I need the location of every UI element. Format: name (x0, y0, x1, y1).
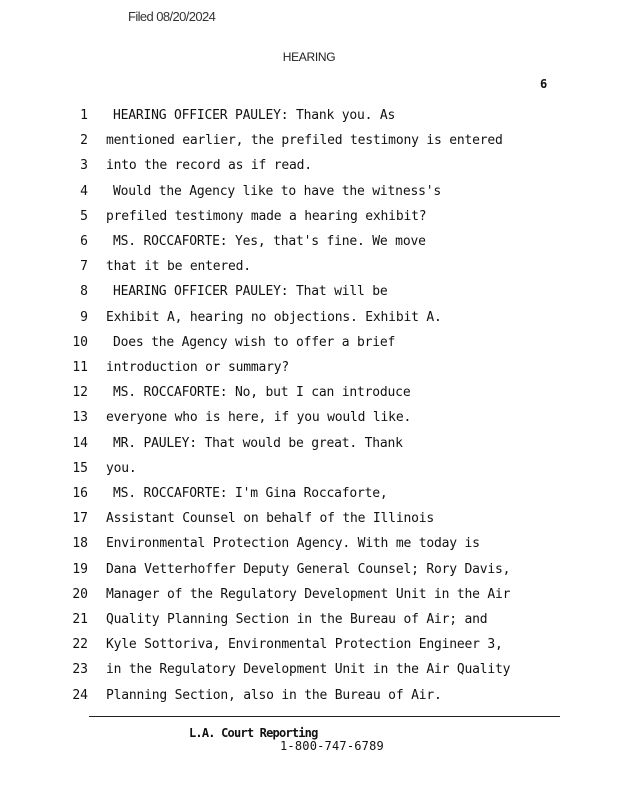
line-number: 9 (80, 309, 88, 325)
line-text: MR. PAULEY: That would be great. Thank (113, 435, 403, 451)
line-text: Assistant Counsel on behalf of the Illinois (106, 511, 434, 527)
line-text: into the record as if read. (106, 158, 312, 174)
filed-date: Filed 08/20/2024 (128, 9, 216, 24)
line-number: 10 (72, 334, 88, 350)
line-number: 8 (80, 284, 88, 300)
line-text: MS. ROCCAFORTE: I'm Gina Roccaforte, (113, 486, 388, 501)
line-number: 6 (80, 234, 88, 249)
line-number: 1 (80, 108, 88, 123)
line-text: in the Regulatory Development Unit in the Air Quality (106, 662, 511, 678)
page-number: 6 (540, 77, 548, 91)
line-number: 11 (72, 360, 88, 375)
line-number: 13 (72, 410, 88, 426)
line-number: 12 (72, 385, 88, 401)
line-text: Would the Agency like to have the witness's (113, 183, 441, 199)
line-number: 4 (80, 183, 88, 199)
reporter-company: L.A. Court Reporting (189, 726, 318, 740)
line-text: Planning Section, also in the Bureau of Air. (106, 687, 442, 703)
line-number: 2 (80, 133, 88, 149)
transcript-line (0, 133, 618, 158)
line-text: you. (106, 460, 137, 476)
line-text: Dana Vetterhoffer Deputy General Counsel; Rory Davis, (106, 561, 511, 577)
line-number: 7 (80, 259, 88, 275)
transcript-line (0, 486, 618, 511)
line-number: 23 (72, 662, 88, 678)
line-text: everyone who is here, if you would like. (106, 410, 412, 426)
line-number: 14 (72, 435, 88, 451)
line-text: that it be entered. (106, 259, 251, 275)
transcript-line (0, 209, 618, 234)
line-number: 19 (72, 561, 88, 577)
transcript-line (0, 612, 618, 637)
line-text: prefiled testimony made a hearing exhibit? (106, 208, 427, 224)
line-text: MS. ROCCAFORTE: No, but I can introduce (113, 385, 411, 401)
transcript-line (0, 410, 618, 435)
line-number: 15 (72, 460, 88, 476)
line-text: HEARING OFFICER PAULEY: Thank you. As (113, 108, 396, 123)
line-number: 5 (80, 208, 88, 224)
line-text: Quality Planning Section in the Bureau of Air; and (106, 612, 488, 627)
line-text: introduction or summary? (106, 360, 290, 375)
line-number: 22 (72, 637, 88, 653)
transcript-line (0, 158, 618, 183)
transcript-line (0, 284, 618, 309)
line-number: 21 (72, 612, 88, 627)
reporter-phone: 1-800-747-6789 (280, 739, 384, 753)
transcript-line (0, 360, 618, 385)
line-text: Exhibit A, hearing no objections. Exhibit A. (106, 309, 442, 325)
line-text: HEARING OFFICER PAULEY: That will be (113, 284, 388, 300)
line-text: Manager of the Regulatory Development Unit in the Air (106, 586, 511, 602)
footer-divider (89, 716, 560, 717)
transcript-line (0, 536, 618, 561)
transcript-line (0, 234, 618, 259)
transcript-line (0, 511, 618, 536)
line-text: Does the Agency wish to offer a brief (113, 334, 396, 350)
transcript-line (0, 436, 618, 461)
line-number: 20 (72, 586, 88, 602)
transcript-line (0, 562, 618, 587)
line-text: Kyle Sottoriva, Environmental Protection Engineer 3, (106, 637, 503, 653)
line-text: mentioned earlier, the prefiled testimony is entered (106, 133, 503, 149)
line-number: 17 (72, 511, 88, 527)
transcript-line (0, 108, 618, 133)
line-number: 24 (72, 687, 88, 703)
transcript-line (0, 335, 618, 360)
document-title: HEARING (282, 50, 336, 64)
transcript-line (0, 310, 618, 335)
transcript-line (0, 461, 618, 486)
transcript-line (0, 688, 618, 713)
line-number: 18 (72, 536, 88, 552)
line-text: Environmental Protection Agency. With me today is (106, 536, 480, 552)
transcript-line (0, 637, 618, 662)
line-text: MS. ROCCAFORTE: Yes, that's fine. We move (113, 234, 426, 249)
line-number: 16 (72, 486, 88, 501)
transcript-line (0, 662, 618, 687)
line-number: 3 (80, 158, 88, 174)
transcript-line (0, 184, 618, 209)
transcript-line (0, 259, 618, 284)
transcript-line (0, 385, 618, 410)
transcript-line (0, 587, 618, 612)
